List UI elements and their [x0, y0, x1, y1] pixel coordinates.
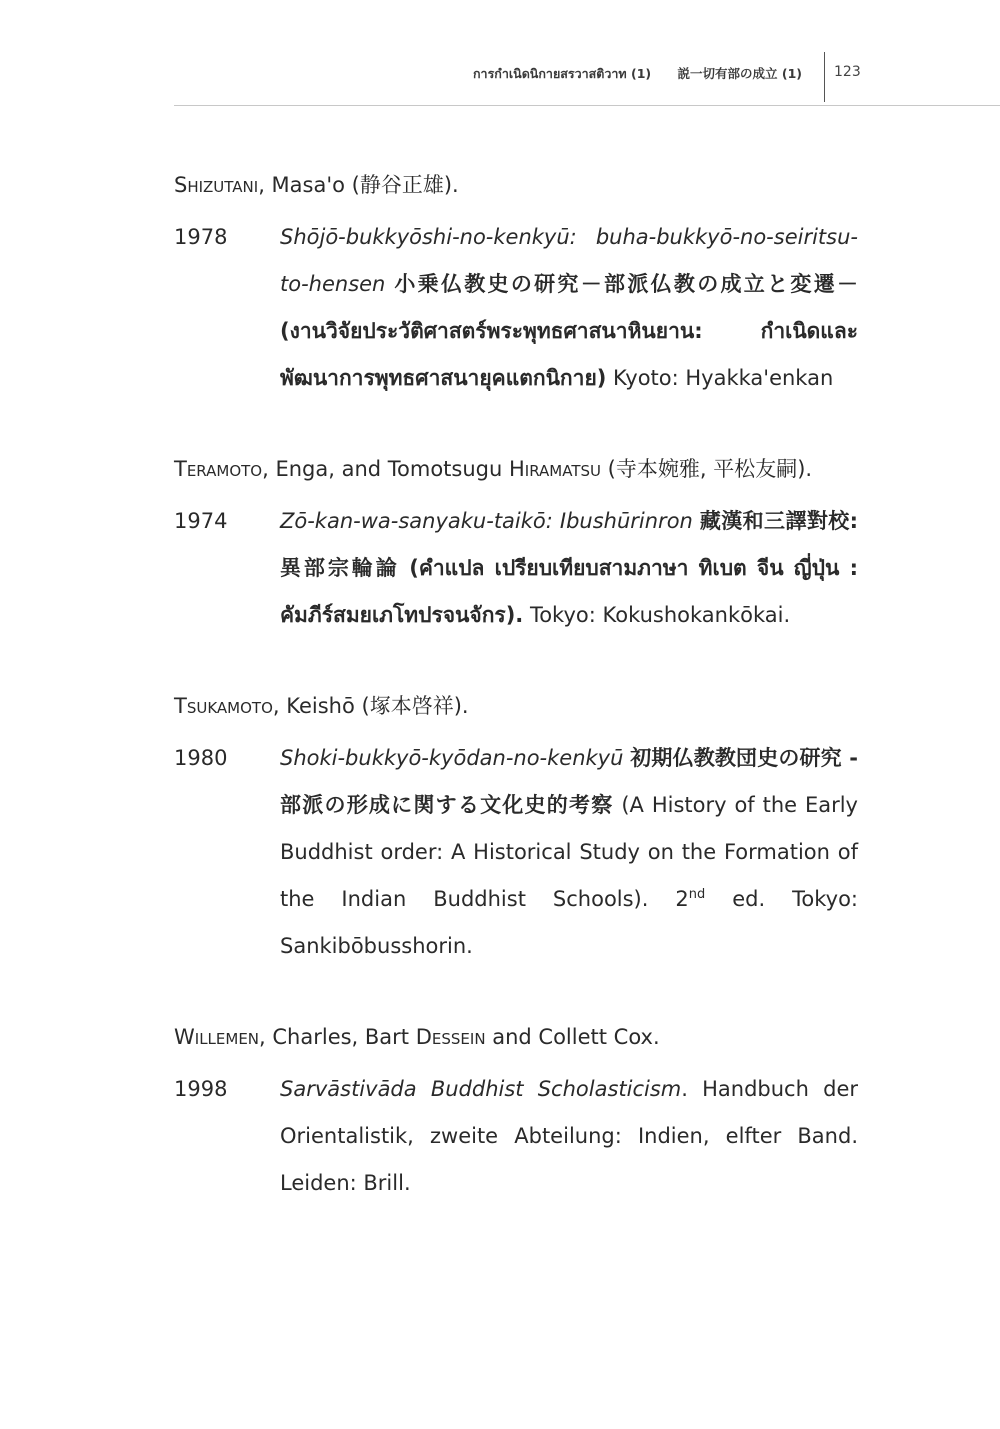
author-surname: Tsukamoto — [174, 694, 273, 718]
author-cjk: (静谷正雄). — [351, 173, 459, 197]
entry-author — [174, 452, 864, 486]
publication-info: ed. Tokyo: Sankibōbusshorin. — [280, 887, 858, 958]
reference-list — [174, 168, 864, 1257]
running-title — [473, 64, 802, 84]
coauthor-rest: and Collett Cox. — [485, 1025, 660, 1049]
author-given: , Masa'o — [258, 173, 352, 197]
entry-year: 1974 — [174, 509, 228, 533]
work-title-thai: (งานวิจัยประวัติศาสตร์พระพุทธศาสนาหินยาน: กำเนิดและพัฒนาการพุทธศาสนายุคแตกนิกาย) — [280, 319, 858, 390]
entry-citation — [280, 498, 858, 639]
entry-author — [174, 1020, 864, 1054]
entry-body — [174, 214, 864, 402]
running-title-cjk: 説一切有部の成立 (1) — [677, 66, 802, 81]
running-title-thai: การกำเนิดนิกายสรวาสติวาท (1) — [472, 66, 652, 81]
coauthor-surname: Hiramatsu — [508, 457, 601, 481]
publication-info: Kyoto: Hyakka'enkan — [613, 366, 834, 390]
edition-superscript: nd — [688, 887, 706, 902]
entry-citation — [280, 735, 858, 970]
author-cjk: (寺本婉雅, 平松友嗣). — [607, 457, 813, 481]
entry-year: 1978 — [174, 225, 228, 249]
reference-entry — [174, 1020, 864, 1207]
work-title-cjk: 初期仏教教団史の研究 -部派の形成に関する文化史的考察 — [280, 746, 858, 817]
coauthor-surname: Dessein — [415, 1025, 486, 1049]
reference-entry — [174, 452, 864, 639]
author-surname: Teramoto — [174, 457, 263, 481]
author-given: , Enga, and Tomotsugu — [262, 457, 509, 481]
publication-info: . Handbuch der Orientalistik, zweite Abteilung: Indien, elfter Band. Leiden: Brill. — [280, 1077, 858, 1195]
reference-entry — [174, 168, 864, 402]
entry-citation — [280, 214, 858, 402]
entry-author — [174, 689, 864, 723]
entry-body — [174, 498, 864, 639]
work-title: Shoki-bukkyō-kyōdan-no-kenkyū — [280, 746, 624, 770]
entry-year: 1980 — [174, 746, 228, 770]
header-separator — [824, 52, 825, 102]
page-number: 123 — [834, 64, 861, 80]
work-title-cjk: 藏漢和三譯對校: 異部宗輪論 — [280, 509, 858, 580]
reference-entry — [174, 689, 864, 970]
entry-body — [174, 1066, 864, 1207]
author-surname: Willemen — [174, 1025, 260, 1049]
work-title-thai: (คำแปล เปรียบเทียบสามภาษา ทิเบต จีน ญี่ปุ่น : คัมภีร์สมยเภโทปรจนจักร). — [280, 556, 859, 627]
work-title: Zō-kan-wa-sanyaku-taikō: Ibushūrinron — [280, 509, 693, 533]
author-given: , Keishō — [272, 694, 362, 718]
publication-info: Tokyo: Kokushokankōkai. — [529, 603, 791, 627]
entry-citation — [280, 1066, 858, 1207]
work-title-translation: (A History of the Early Buddhist order: A Historical Study on the Formation of the Indian Buddhist Schools). 2 — [280, 793, 858, 911]
entry-author — [174, 168, 864, 202]
author-given: , Charles, Bart — [259, 1025, 416, 1049]
page-header — [0, 0, 1000, 106]
author-cjk: (塚本啓祥). — [361, 694, 469, 718]
entry-body — [174, 735, 864, 970]
work-title: Sarvāstivāda Buddhist Scholasticism — [280, 1077, 682, 1101]
entry-year: 1998 — [174, 1077, 228, 1101]
work-title-cjk: 小乗仏教史の研究－部派仏教の成立と変遷－ — [394, 272, 858, 296]
work-title: Shōjō-bukkyōshi-no-kenkyū: buha-bukkyō-no-seiritsu-to-hensen — [280, 225, 858, 296]
author-surname: Shizutani — [174, 173, 259, 197]
header-rule — [174, 105, 1000, 106]
